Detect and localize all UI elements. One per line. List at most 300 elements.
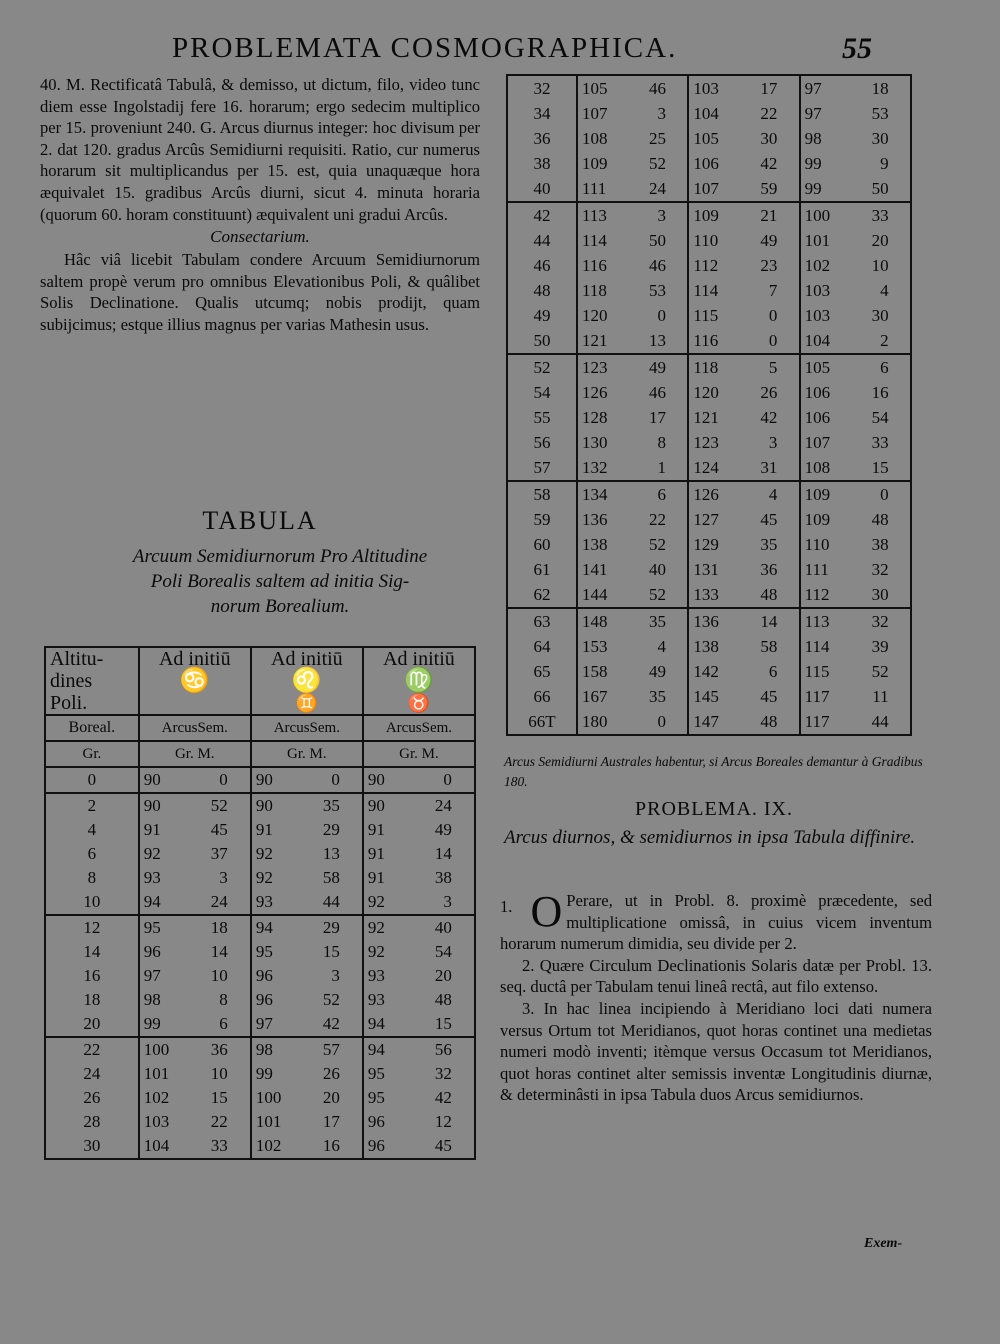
altitude-cell: 8 (45, 866, 139, 890)
degrees-value: 92 (367, 892, 385, 911)
minutes-value: 36 (210, 1040, 228, 1059)
arc-cell (139, 940, 251, 964)
minutes-value: 22 (210, 1112, 228, 1131)
item-1-text: Perare, ut in Probl. 8. proximè præcedente, sed multiplicatione omissâ, in cuius vicem inventum horarum numerum dimidia, seu divide per 2. (500, 891, 932, 954)
degrees-value: 91 (367, 820, 385, 839)
minutes-value: 35 (322, 796, 340, 815)
degrees-value: 105 (582, 78, 608, 98)
degrees-value: 100 (804, 205, 831, 225)
altitude-cell: 24 (45, 1062, 139, 1086)
degrees-value: 180 (582, 711, 608, 731)
minutes-value: 42 (760, 153, 778, 173)
degrees-value: 99 (804, 153, 822, 173)
altitude-cell: 0 (45, 767, 139, 793)
arc-cell (251, 767, 363, 793)
minutes-value: 21 (760, 205, 778, 225)
degrees-value: 97 (804, 78, 822, 98)
minutes-value: 46 (649, 78, 666, 98)
arc-cell (800, 608, 911, 634)
minutes-value: 3 (657, 103, 666, 123)
degrees-value: 96 (367, 1112, 385, 1131)
table-row (507, 380, 911, 405)
minutes-value: 40 (649, 559, 666, 579)
degrees-value: 96 (367, 1136, 385, 1155)
degrees-value: 111 (804, 559, 829, 579)
degrees-value: 93 (367, 966, 385, 985)
arc-cell (800, 228, 911, 253)
arc-cell (577, 126, 688, 151)
degrees-value: 97 (255, 1014, 273, 1033)
degrees-value: 107 (804, 432, 831, 452)
arc-cell (688, 430, 799, 455)
altitude-cell: 62 (507, 582, 577, 608)
arc-cell (800, 151, 911, 176)
arc-cell (577, 228, 688, 253)
minutes-value: 42 (760, 407, 778, 427)
table-row (45, 988, 475, 1012)
minutes-value: 16 (322, 1136, 340, 1155)
arc-cell (363, 818, 475, 842)
table-row (507, 303, 911, 328)
degrees-value: 104 (693, 103, 719, 123)
arc-cell (688, 659, 799, 684)
minutes-value: 48 (760, 584, 778, 604)
degrees-value: 118 (582, 280, 607, 300)
arc-cell (800, 75, 911, 101)
arc-cell (139, 842, 251, 866)
degrees-value: 105 (693, 128, 719, 148)
degrees-value: 109 (804, 484, 831, 504)
degrees-value: 92 (367, 918, 385, 937)
table-row (45, 940, 475, 964)
minutes-value: 45 (210, 820, 228, 839)
minutes-value: 3 (657, 205, 666, 225)
arc-cell (800, 709, 911, 735)
arc-cell (800, 430, 911, 455)
arc-cell (139, 818, 251, 842)
minutes-value: 14 (210, 942, 228, 961)
table-row (45, 964, 475, 988)
table-row (507, 659, 911, 684)
minutes-value: 52 (210, 796, 228, 815)
arc-cell (800, 405, 911, 430)
arc-cell (688, 228, 799, 253)
degrees-value: 92 (367, 942, 385, 961)
arc-cell (688, 151, 799, 176)
minutes-value: 49 (760, 230, 778, 250)
arc-cell (800, 481, 911, 507)
arc-cell (577, 481, 688, 507)
degrees-value: 98 (804, 128, 822, 148)
altitude-cell: 12 (45, 915, 139, 940)
table-row (507, 430, 911, 455)
arc-cell (688, 354, 799, 380)
arc-cell (800, 253, 911, 278)
degrees-value: 108 (804, 457, 831, 477)
altitude-cell: 50 (507, 328, 577, 354)
minutes-value: 30 (871, 128, 889, 148)
degrees-value: 126 (693, 484, 719, 504)
minutes-value: 0 (768, 330, 778, 350)
altitude-cell: 22 (45, 1037, 139, 1062)
minutes-value: 33 (871, 432, 889, 452)
minutes-value: 42 (434, 1088, 452, 1107)
arc-cell (800, 532, 911, 557)
degrees-value: 117 (804, 711, 830, 731)
table-row (45, 1134, 475, 1159)
minutes-value: 0 (880, 484, 889, 504)
degrees-value: 94 (143, 892, 161, 911)
minutes-value: 13 (649, 330, 666, 350)
item-2: 2. Quære Circulum Declinationis Solaris datæ per Probl. 13. seq. ductâ per Tabulam tenui lineâ rectâ, aut filo extenso. (500, 955, 932, 997)
minutes-value: 0 (219, 770, 228, 789)
minutes-value: 30 (760, 128, 778, 148)
degrees-value: 90 (367, 770, 385, 789)
arc-cell (363, 890, 475, 915)
degrees-value: 110 (693, 230, 719, 250)
arc-cell (251, 818, 363, 842)
tabula-subtitle (70, 544, 490, 619)
degrees-value: 98 (255, 1040, 273, 1059)
minutes-value: 22 (760, 103, 778, 123)
minutes-value: 0 (443, 770, 452, 789)
arc-cell (688, 455, 799, 481)
altitude-cell: 28 (45, 1110, 139, 1134)
degrees-value: 112 (693, 255, 719, 275)
arc-cell (800, 455, 911, 481)
minutes-value: 52 (649, 153, 666, 173)
arc-cell (688, 126, 799, 151)
arc-cell (800, 278, 911, 303)
degrees-value: 120 (693, 382, 719, 402)
degrees-value: 138 (582, 534, 608, 554)
minutes-value: 42 (322, 1014, 340, 1033)
degrees-value: 96 (255, 966, 273, 985)
right-column-text (500, 887, 932, 1106)
minutes-value: 45 (760, 686, 778, 706)
minutes-value: 23 (760, 255, 778, 275)
arc-cell (800, 380, 911, 405)
altitude-cell: 26 (45, 1086, 139, 1110)
minutes-value: 52 (649, 584, 666, 604)
degrees-value: 115 (804, 661, 830, 681)
arc-cell (139, 793, 251, 818)
degrees-value: 145 (693, 686, 719, 706)
minutes-value: 38 (871, 534, 889, 554)
degrees-value: 111 (582, 178, 607, 198)
table-row (507, 684, 911, 709)
degrees-value: 90 (143, 770, 161, 789)
minutes-value: 45 (760, 509, 778, 529)
minutes-value: 20 (434, 966, 452, 985)
arc-cell (577, 176, 688, 202)
arc-cell (577, 634, 688, 659)
arc-cell (139, 890, 251, 915)
minutes-value: 24 (434, 796, 452, 815)
minutes-value: 18 (210, 918, 228, 937)
altitude-cell: 48 (507, 278, 577, 303)
minutes-value: 59 (760, 178, 778, 198)
degrees-value: 123 (693, 432, 719, 452)
degrees-value: 129 (693, 534, 719, 554)
minutes-value: 58 (322, 868, 340, 887)
arc-cell (363, 1012, 475, 1037)
degrees-value: 91 (367, 844, 385, 863)
table-row (507, 709, 911, 735)
arc-cell (800, 126, 911, 151)
tabula-subtitle-line3: norum Borealium. (210, 596, 350, 617)
minutes-value: 46 (649, 255, 666, 275)
table-row (45, 1012, 475, 1037)
table-row (45, 1062, 475, 1086)
degrees-value: 93 (143, 868, 161, 887)
arc-cell (688, 176, 799, 202)
minutes-value: 10 (871, 255, 889, 275)
minutes-value: 15 (322, 942, 340, 961)
arc-cell (363, 1086, 475, 1110)
degrees-value: 107 (693, 178, 719, 198)
table-subheader-row: Boreal. ArcusSem. ArcusSem. ArcusSem. (45, 715, 475, 741)
minutes-value: 16 (871, 382, 889, 402)
arc-cell (688, 507, 799, 532)
arc-cell (800, 176, 911, 202)
consectarium-heading: Consectarium. (210, 227, 310, 247)
degrees-value: 116 (693, 330, 719, 350)
degrees-value: 103 (143, 1112, 170, 1131)
arc-cell (251, 793, 363, 818)
degrees-value: 106 (804, 407, 831, 427)
minutes-value: 6 (219, 1014, 228, 1033)
table-row (507, 481, 911, 507)
problema-title: PROBLEMA. IX. (634, 798, 793, 820)
minutes-value: 15 (210, 1088, 228, 1107)
arc-cell (577, 684, 688, 709)
minutes-value: 32 (871, 611, 889, 631)
degrees-value: 110 (804, 534, 830, 554)
table-row (45, 1037, 475, 1062)
item-3: 3. In hac linea incipiendo à Meridiano loci dati numera versus Ortum tot Meridianos, quot horas continet una medietas numeri modò inventi; itèmque versus Occasum tot Meridianos, quot horas continet alter semissis inventæ Longitudinis diurnæ, & determinâsti in ipsa Tabula duos Arcus semidiurnos. (500, 998, 932, 1105)
degrees-value: 90 (143, 796, 161, 815)
minutes-value: 25 (649, 128, 666, 148)
arc-cell (688, 75, 799, 101)
arc-cell (688, 253, 799, 278)
arc-cell (251, 1086, 363, 1110)
degrees-value: 90 (367, 796, 385, 815)
degrees-value: 112 (804, 584, 830, 604)
arc-cell (688, 303, 799, 328)
leo-icon: ♌ (291, 668, 322, 694)
minutes-value: 0 (657, 305, 666, 325)
degrees-value: 118 (693, 357, 719, 377)
arc-cell (688, 202, 799, 228)
table-row (507, 328, 911, 354)
arc-cell (251, 890, 363, 915)
degrees-value: 90 (255, 796, 273, 815)
minutes-value: 10 (210, 1064, 228, 1083)
table-row (507, 634, 911, 659)
arc-cell (251, 1037, 363, 1062)
degrees-value: 114 (693, 280, 719, 300)
arc-cell (688, 481, 799, 507)
arc-cell (363, 940, 475, 964)
minutes-value: 17 (760, 78, 778, 98)
altitude-cell: 61 (507, 557, 577, 582)
degrees-value: 107 (582, 103, 608, 123)
degrees-value: 104 (804, 330, 831, 350)
minutes-value: 29 (322, 820, 340, 839)
degrees-value: 113 (582, 205, 607, 225)
minutes-value: 44 (871, 711, 889, 731)
minutes-value: 36 (760, 559, 778, 579)
table-row (507, 176, 911, 202)
degrees-value: 167 (582, 686, 608, 706)
minutes-value: 33 (871, 205, 889, 225)
header-altitudines: Altitu- dines Poli. (45, 647, 139, 715)
minutes-value: 0 (768, 305, 778, 325)
degrees-value: 100 (255, 1088, 282, 1107)
taurus-icon: ♉ (407, 693, 431, 713)
altitude-cell: 63 (507, 608, 577, 634)
arc-cell (139, 1062, 251, 1086)
minutes-value: 44 (322, 892, 340, 911)
table-row (507, 228, 911, 253)
arc-cell (688, 557, 799, 582)
degrees-value: 91 (367, 868, 385, 887)
minutes-value: 20 (322, 1088, 340, 1107)
minutes-value: 15 (871, 457, 889, 477)
table-row (507, 405, 911, 430)
degrees-value: 134 (582, 484, 608, 504)
minutes-value: 6 (768, 661, 778, 681)
degrees-value: 117 (804, 686, 830, 706)
altitude-cell: 18 (45, 988, 139, 1012)
arc-cell (251, 915, 363, 940)
altitude-cell: 32 (507, 75, 577, 101)
altitude-cell: 16 (45, 964, 139, 988)
arc-cell (688, 709, 799, 735)
arc-cell (139, 964, 251, 988)
degrees-value: 124 (693, 457, 719, 477)
minutes-value: 29 (322, 918, 340, 937)
degrees-value: 128 (582, 407, 608, 427)
page-header (0, 32, 1000, 72)
table-row (507, 608, 911, 634)
degrees-value: 93 (255, 892, 273, 911)
degrees-value: 102 (804, 255, 831, 275)
altitude-cell: 10 (45, 890, 139, 915)
degrees-value: 109 (693, 205, 719, 225)
arc-cell (251, 1134, 363, 1159)
arc-cell (800, 507, 911, 532)
arc-cell (139, 1037, 251, 1062)
minutes-value: 20 (871, 230, 889, 250)
arc-cell (251, 988, 363, 1012)
altitude-cell: 36 (507, 126, 577, 151)
catchword: Exem- (864, 1236, 903, 1251)
arc-cell (251, 1012, 363, 1037)
degrees-value: 102 (255, 1136, 282, 1155)
degrees-value: 136 (693, 611, 719, 631)
degrees-value: 101 (143, 1064, 170, 1083)
minutes-value: 35 (649, 686, 666, 706)
minutes-value: 37 (210, 844, 228, 863)
degrees-value: 158 (582, 661, 608, 681)
minutes-value: 40 (434, 918, 452, 937)
table-row (507, 507, 911, 532)
arc-cell (139, 1012, 251, 1037)
table-row (507, 582, 911, 608)
minutes-value: 35 (760, 534, 778, 554)
minutes-value: 9 (880, 153, 889, 173)
arc-cell (800, 202, 911, 228)
degrees-value: 106 (804, 382, 831, 402)
minutes-value: 26 (760, 382, 778, 402)
table-row (45, 866, 475, 890)
arc-cell (251, 940, 363, 964)
arc-cell (251, 964, 363, 988)
minutes-value: 54 (434, 942, 452, 961)
minutes-value: 4 (657, 636, 666, 656)
degrees-value: 109 (582, 153, 608, 173)
minutes-value: 6 (657, 484, 666, 504)
table-row (507, 278, 911, 303)
cancer-icon: ♋ (179, 668, 210, 694)
degrees-value: 90 (255, 770, 273, 789)
minutes-value: 31 (760, 457, 778, 477)
minutes-value: 33 (210, 1136, 228, 1155)
degrees-value: 103 (693, 78, 719, 98)
arc-cell (577, 557, 688, 582)
degrees-value: 123 (582, 357, 608, 377)
degrees-value: 113 (804, 611, 830, 631)
minutes-value: 49 (649, 357, 666, 377)
arc-cell (363, 1037, 475, 1062)
arc-cell (800, 684, 911, 709)
arc-cell (577, 455, 688, 481)
degrees-value: 114 (582, 230, 607, 250)
minutes-value: 3 (768, 432, 778, 452)
degrees-value: 104 (143, 1136, 170, 1155)
minutes-value: 3 (219, 868, 228, 887)
altitude-cell: 49 (507, 303, 577, 328)
minutes-value: 24 (649, 178, 666, 198)
altitude-cell: 65 (507, 659, 577, 684)
virgo-icon: ♍ (404, 668, 434, 694)
arc-cell (363, 988, 475, 1012)
minutes-value: 50 (649, 230, 666, 250)
arc-cell (363, 1134, 475, 1159)
table-row (507, 101, 911, 126)
minutes-value: 39 (871, 636, 889, 656)
degrees-value: 99 (143, 1014, 161, 1033)
altitude-cell: 55 (507, 405, 577, 430)
tabula-subtitle-line2: Poli Borealis saltem ad initia Sig- (150, 571, 410, 592)
arc-cell (577, 532, 688, 557)
minutes-value: 4 (880, 280, 889, 300)
minutes-value: 52 (871, 661, 889, 681)
minutes-value: 6 (880, 357, 889, 377)
arc-cell (577, 659, 688, 684)
degrees-value: 105 (804, 357, 831, 377)
table-row (507, 75, 911, 101)
arc-cell (800, 557, 911, 582)
degrees-value: 99 (804, 178, 822, 198)
arc-cell (577, 101, 688, 126)
minutes-value: 4 (768, 484, 778, 504)
degrees-value: 133 (693, 584, 719, 604)
arc-cell (363, 915, 475, 940)
arc-cell (577, 380, 688, 405)
